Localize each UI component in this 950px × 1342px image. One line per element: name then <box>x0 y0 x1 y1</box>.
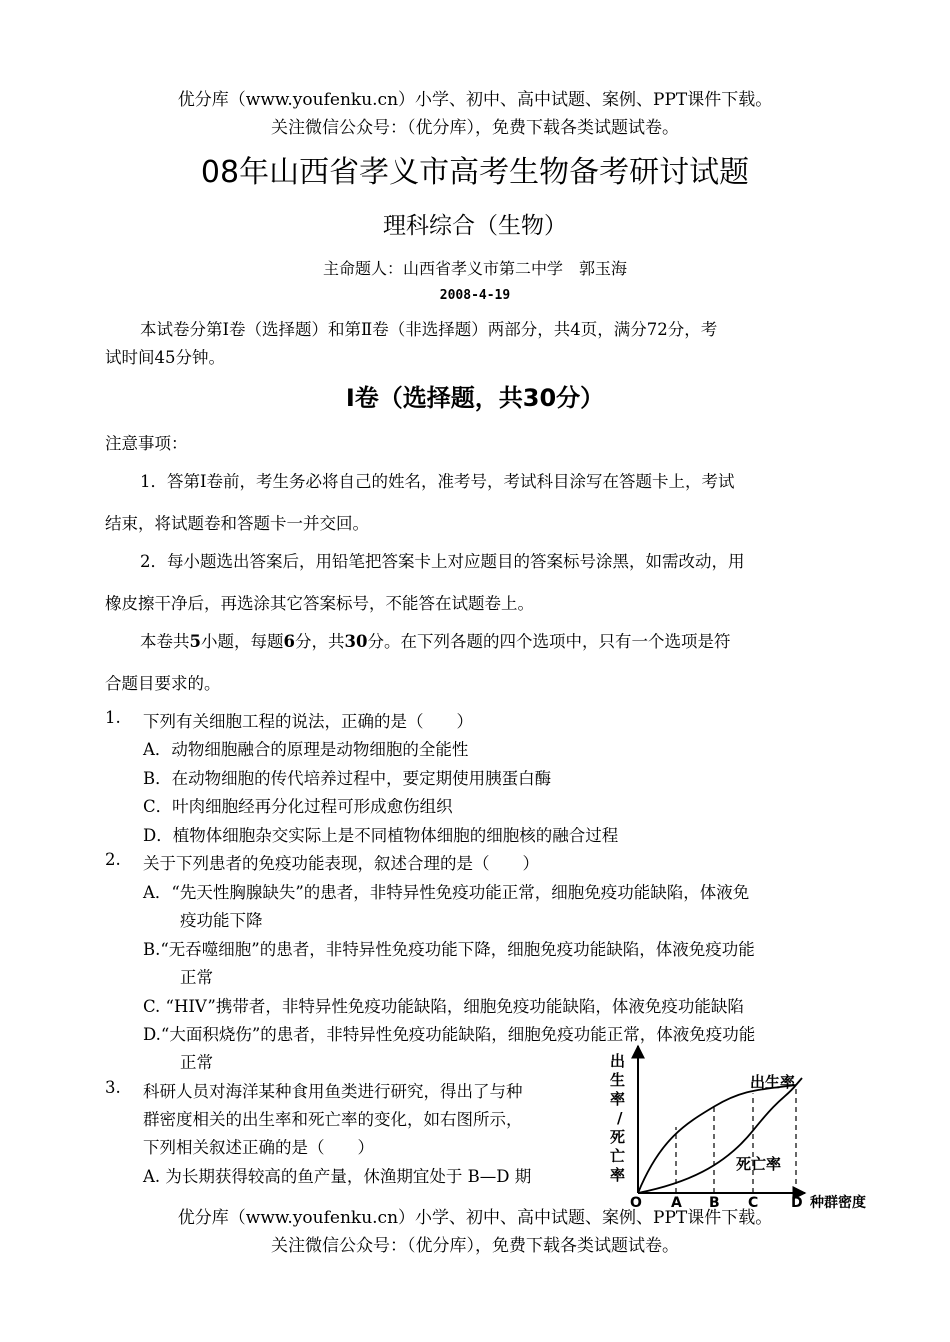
q3-stem-line-2: 群密度相关的出生率和死亡率的变化，如右图所示， <box>143 1110 523 1129</box>
series-label: 死亡率 <box>736 1155 782 1173</box>
x-tick-label: B <box>709 1195 720 1211</box>
section-title: Ⅰ卷（选择题，共30分） <box>345 384 605 412</box>
notice-item-2-line-1: 2．每小题选出答案后，用铅笔把答案卡上对应题目的答案标号涂黑，如需改动，用 <box>140 552 745 571</box>
q2-option-d-line-2: 正常 <box>180 1053 213 1072</box>
page-title: 08年山西省孝义市高考生物备考研讨试题 <box>200 155 750 190</box>
q3-stem-line-3: 下列相关叙述正确的是（ ） <box>143 1138 374 1157</box>
x-axis-label: 种群密度 <box>810 1195 866 1211</box>
population-rate-chart <box>600 1040 895 1220</box>
date-line: 2008-4-19 <box>439 288 511 303</box>
q2-stem: 关于下列患者的免疫功能表现，叙述合理的是（ ） <box>143 854 539 873</box>
y-axis-label-char: 率 <box>610 1090 626 1108</box>
y-axis-label-char: 生 <box>610 1071 626 1089</box>
q1-option-b: B．在动物细胞的传代培养过程中，要定期使用胰蛋白酶 <box>143 769 552 788</box>
header-line-2: 关注微信公众号：（优分库），免费下载各类试题试卷。 <box>271 118 679 138</box>
series-label: 出生率 <box>750 1073 796 1091</box>
y-axis-label-char: 率 <box>610 1166 626 1184</box>
q2-option-c: C. “HIV”携带者，非特异性免疫功能缺陷，细胞免疫功能缺陷，体液免疫功能缺陷 <box>143 997 744 1016</box>
curve-end-tick <box>796 1078 802 1085</box>
q1-option-a: A．动物细胞融合的原理是动物细胞的全能性 <box>143 740 469 759</box>
notice-item-1-line-1: 1．答第Ⅰ卷前，考生务必将自己的姓名，准考号，考试科目涂写在答题卡上，考试 <box>140 472 735 491</box>
q1-stem: 下列有关细胞工程的说法，正确的是（ ） <box>143 712 473 731</box>
rules-line-2: 合题目要求的。 <box>105 674 221 693</box>
q2-option-b-line-2: 正常 <box>180 968 213 987</box>
q2-option-a-line-1: A．“先天性胸腺缺失”的患者，非特异性免疫功能正常，细胞免疫功能缺陷，体液免 <box>143 883 750 902</box>
q3-stem-line-1: 科研人员对海洋某种食用鱼类进行研究，得出了与种 <box>143 1082 523 1101</box>
q3-option-a: A. 为长期获得较高的鱼产量，休渔期宜处于 B—D 期 <box>143 1167 532 1186</box>
q2-number: 2. <box>105 850 121 869</box>
origin-label: O <box>630 1195 642 1211</box>
rules-line-1: 本卷共5小题，每题6分，共30分。在下列各题的四个选项中，只有一个选项是符 <box>140 632 731 651</box>
notice-item-2-line-2: 橡皮擦干净后，再选涂其它答案标号，不能答在试题卷上。 <box>105 594 534 613</box>
x-tick-label: C <box>748 1195 759 1211</box>
q2-option-d-line-1: D.“大面积烧伤”的患者，非特异性免疫功能缺陷，细胞免疫功能正常，体液免疫功能 <box>143 1025 756 1044</box>
q2-option-a-line-2: 疫功能下降 <box>180 911 263 930</box>
x-tick-label: A <box>671 1195 682 1211</box>
y-axis-label <box>610 1052 625 1184</box>
header-line-1: 优分库（www.youfenku.cn）小学、初中、高中试题、案例、PPT课件下载。 <box>177 90 773 110</box>
footer-line-1: 优分库（www.youfenku.cn）小学、初中、高中试题、案例、PPT课件下载。 <box>177 1208 773 1228</box>
q2-option-b-line-1: B.“无吞噬细胞”的患者，非特异性免疫功能下降，细胞免疫功能缺陷，体液免疫功能 <box>143 940 755 959</box>
q1-option-d: D．植物体细胞杂交实际上是不同植物体细胞的细胞核的融合过程 <box>143 826 619 845</box>
y-axis-label-char: / <box>617 1109 623 1127</box>
x-tick-label: D <box>791 1195 803 1211</box>
notice-item-1-line-2: 结束，将试题卷和答题卡一并交回。 <box>105 514 369 533</box>
series-line-birth-rate <box>638 1085 796 1193</box>
y-axis-label-char: 亡 <box>610 1147 626 1165</box>
q1-number: 1. <box>105 708 121 727</box>
intro-line-2: 试时间45分钟。 <box>105 348 225 367</box>
intro-line-1: 本试卷分第Ⅰ卷（选择题）和第Ⅱ卷（非选择题）两部分，共4页，满分72分，考 <box>140 320 718 339</box>
series-line-death-rate <box>638 1085 796 1193</box>
notice-heading: 注意事项： <box>105 434 188 453</box>
page-subtitle: 理科综合（生物） <box>383 213 567 239</box>
q1-option-c: C．叶肉细胞经再分化过程可形成愈伤组织 <box>143 797 453 816</box>
y-axis-label-char: 出 <box>610 1052 626 1070</box>
y-axis-label-char: 死 <box>610 1128 626 1146</box>
author-line: 主命题人：山西省孝义市第二中学 郭玉海 <box>322 259 627 278</box>
q3-number: 3. <box>105 1078 121 1097</box>
footer-line-2: 关注微信公众号：（优分库），免费下载各类试题试卷。 <box>271 1236 679 1256</box>
